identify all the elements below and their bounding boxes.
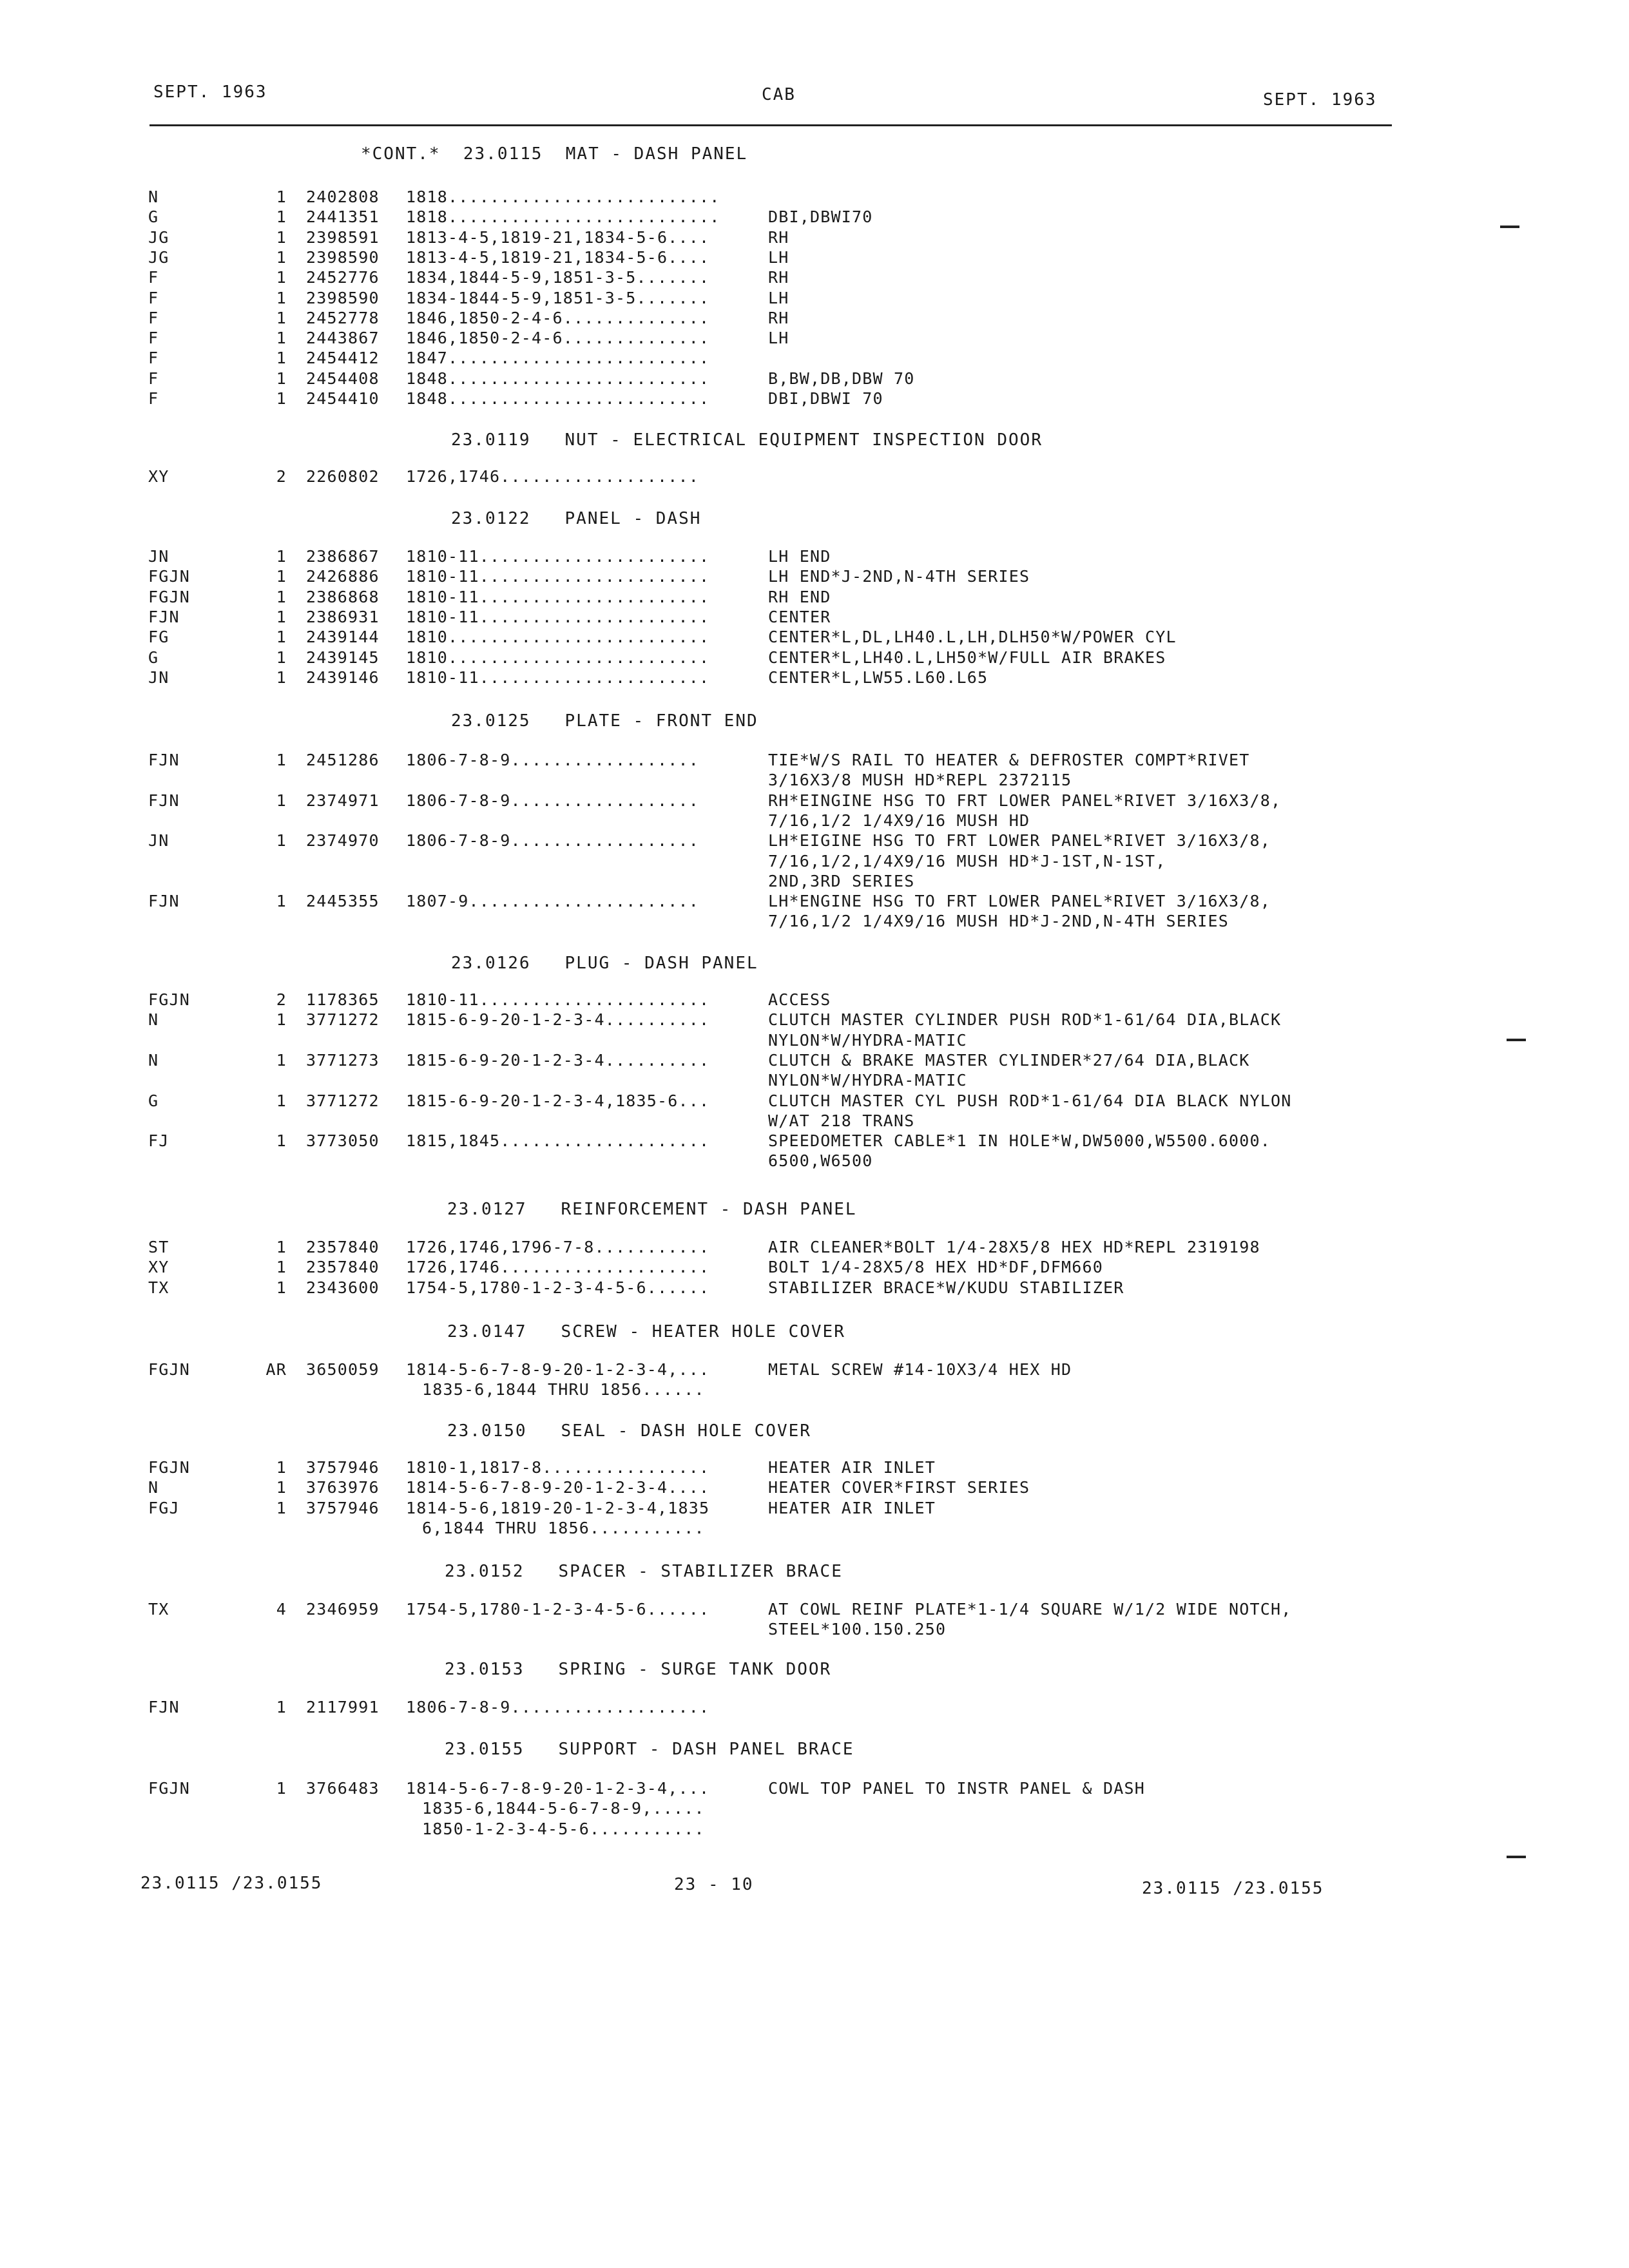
model-code: F	[148, 268, 159, 287]
model-code: JN	[148, 668, 169, 687]
serial-range: 1814-5-6,1819-20-1-2-3-4,1835	[406, 1498, 710, 1517]
serial-range: 1813-4-5,1819-21,1834-5-6....	[406, 227, 710, 247]
footer-range-left: 23.0115 /23.0155	[140, 1874, 323, 1893]
model-code: F	[148, 308, 159, 327]
serial-range: 1813-4-5,1819-21,1834-5-6....	[406, 247, 710, 267]
part-description: LH END*J-2ND,N-4TH SERIES	[768, 567, 1030, 586]
serial-range: 1810-11......................	[406, 567, 710, 586]
part-number: 2443867	[306, 329, 380, 348]
part-number: 3771272	[306, 1010, 380, 1030]
model-code: JG	[148, 247, 169, 267]
serial-range: 1726,1746....................	[406, 1258, 710, 1277]
part-description: DBI,DBWI70	[768, 207, 873, 227]
serial-range: 1726,1746...................	[406, 467, 700, 486]
part-description: LH*ENGINE HSG TO FRT LOWER PANEL*RIVET 3/16X3/8,	[768, 892, 1271, 911]
serial-range: 1835-6,1844-5-6-7-8-9,.....	[422, 1799, 705, 1818]
header-section-title: CAB	[762, 85, 796, 104]
part-number: 1178365	[306, 990, 380, 1009]
part-description: LH END	[768, 547, 831, 566]
part-number: 3766483	[306, 1779, 380, 1798]
model-code: JN	[148, 831, 169, 850]
part-number: 3763976	[306, 1478, 380, 1497]
quantity: 1	[276, 587, 287, 606]
part-number: 2357840	[306, 1258, 380, 1277]
quantity: 1	[276, 1050, 287, 1070]
section-heading: 23.0119 NUT - ELECTRICAL EQUIPMENT INSPECTION DOOR	[451, 430, 1043, 450]
part-description: CENTER*L,LW55.L60.L65	[768, 668, 988, 687]
serial-range: 1815-6-9-20-1-2-3-4..........	[406, 1050, 710, 1070]
serial-range: 1848.........................	[406, 369, 710, 388]
part-description: CENTER	[768, 607, 831, 626]
part-number: 2452778	[306, 308, 380, 327]
part-description: AT COWL REINF PLATE*1-1/4 SQUARE W/1/2 WIDE NOTCH,	[768, 1600, 1292, 1619]
quantity: 1	[276, 1498, 287, 1517]
part-number: 2260802	[306, 467, 380, 486]
section-heading: 23.0125 PLATE - FRONT END	[451, 711, 758, 731]
part-number: 3771272	[306, 1091, 380, 1110]
header-rule	[149, 124, 1392, 126]
model-code: G	[148, 648, 159, 667]
part-number: 2343600	[306, 1278, 380, 1297]
section-heading: 23.0150 SEAL - DASH HOLE COVER	[447, 1421, 811, 1441]
part-number: 2454410	[306, 389, 380, 408]
part-description: 7/16,1/2 1/4X9/16 MUSH HD	[768, 811, 1030, 830]
model-code: TX	[148, 1600, 169, 1619]
part-number: 2426886	[306, 567, 380, 586]
part-number: 3771273	[306, 1050, 380, 1070]
serial-range: 1848.........................	[406, 389, 710, 408]
model-code: N	[148, 1050, 159, 1070]
quantity: AR	[265, 1360, 287, 1379]
serial-range: 1850-1-2-3-4-5-6...........	[422, 1819, 705, 1838]
model-code: FGJN	[148, 1458, 191, 1477]
part-description: COWL TOP PANEL TO INSTR PANEL & DASH	[768, 1779, 1146, 1798]
quantity: 1	[276, 668, 287, 687]
quantity: 1	[276, 389, 287, 408]
footer-range-right: 23.0115 /23.0155	[1142, 1879, 1324, 1898]
part-number: 3757946	[306, 1498, 380, 1517]
part-description: 3/16X3/8 MUSH HD*REPL 2372115	[768, 771, 1072, 790]
part-description: AIR CLEANER*BOLT 1/4-28X5/8 HEX HD*REPL 2319198	[768, 1238, 1260, 1256]
footer-page-number: 23 - 10	[674, 1875, 754, 1894]
part-description: CENTER*L,LH40.L,LH50*W/FULL AIR BRAKES	[768, 648, 1166, 667]
part-description: W/AT 218 TRANS	[768, 1111, 915, 1130]
quantity: 1	[276, 1698, 287, 1716]
model-code: FJ	[148, 1131, 169, 1151]
part-description: NYLON*W/HYDRA-MATIC	[768, 1071, 967, 1090]
serial-range: 1810-11......................	[406, 990, 710, 1009]
part-description: LH*EIGINE HSG TO FRT LOWER PANEL*RIVET 3/16X3/8,	[768, 831, 1271, 850]
model-code: FJN	[148, 751, 180, 769]
margin-mark	[1507, 1856, 1526, 1858]
model-code: ST	[148, 1238, 169, 1256]
quantity: 2	[276, 467, 287, 486]
part-number: 2451286	[306, 751, 380, 769]
section-heading: 23.0155 SUPPORT - DASH PANEL BRACE	[445, 1740, 854, 1759]
quantity: 1	[276, 1238, 287, 1256]
part-number: 2454408	[306, 369, 380, 388]
model-code: FGJ	[148, 1498, 180, 1517]
quantity: 1	[276, 349, 287, 368]
part-description: 6500,W6500	[768, 1151, 873, 1171]
part-number: 3650059	[306, 1360, 380, 1379]
model-code: FJN	[148, 1698, 180, 1716]
quantity: 1	[276, 308, 287, 327]
part-description: METAL SCREW #14-10X3/4 HEX HD	[768, 1360, 1072, 1379]
model-code: FGJN	[148, 1360, 191, 1379]
serial-range: 1834-1844-5-9,1851-3-5.......	[406, 288, 710, 307]
part-description: B,BW,DB,DBW 70	[768, 369, 915, 388]
part-number: 2374970	[306, 831, 380, 850]
quantity: 1	[276, 288, 287, 307]
serial-range: 1846,1850-2-4-6..............	[406, 329, 710, 348]
part-number: 2439145	[306, 648, 380, 667]
model-code: TX	[148, 1278, 169, 1297]
serial-range: 1810-11......................	[406, 668, 710, 687]
quantity: 1	[276, 1010, 287, 1030]
quantity: 1	[276, 892, 287, 911]
serial-range: 1810.........................	[406, 628, 710, 647]
part-description: LH	[768, 329, 789, 348]
part-description: CENTER*L,DL,LH40.L,LH,DLH50*W/POWER CYL	[768, 628, 1177, 647]
part-number: 3773050	[306, 1131, 380, 1151]
serial-range: 1847.........................	[406, 349, 710, 368]
model-code: F	[148, 329, 159, 348]
model-code: FJN	[148, 892, 180, 911]
serial-range: 1810.........................	[406, 648, 710, 667]
part-description: LH	[768, 247, 789, 267]
section-heading: 23.0147 SCREW - HEATER HOLE COVER	[447, 1322, 845, 1341]
quantity: 1	[276, 791, 287, 810]
serial-range: 1806-7-8-9..................	[406, 791, 700, 810]
model-code: JN	[148, 547, 169, 566]
part-number: 2386868	[306, 587, 380, 606]
serial-range: 1810-11......................	[406, 547, 710, 566]
part-description: RH	[768, 268, 789, 287]
header-date-left: SEPT. 1963	[153, 82, 267, 102]
part-number: 2398590	[306, 288, 380, 307]
quantity: 4	[276, 1600, 287, 1619]
serial-range: 1806-7-8-9..................	[406, 831, 700, 850]
part-number: 2386867	[306, 547, 380, 566]
serial-range: 1815,1845....................	[406, 1131, 710, 1151]
quantity: 1	[276, 268, 287, 287]
part-number: 2398590	[306, 247, 380, 267]
part-number: 2445355	[306, 892, 380, 911]
section-heading: 23.0152 SPACER - STABILIZER BRACE	[445, 1562, 843, 1581]
model-code: N	[148, 1010, 159, 1030]
serial-range: 1754-5,1780-1-2-3-4-5-6......	[406, 1600, 710, 1619]
model-code: XY	[148, 1258, 169, 1277]
part-description: SPEEDOMETER CABLE*1 IN HOLE*W,DW5000,W5500.6000.	[768, 1131, 1271, 1151]
part-description: DBI,DBWI 70	[768, 389, 883, 408]
serial-range: 1806-7-8-9..................	[406, 751, 700, 769]
section-heading: 23.0122 PANEL - DASH	[451, 509, 702, 528]
section-heading: *CONT.* 23.0115 MAT - DASH PANEL	[361, 144, 748, 164]
part-description: ACCESS	[768, 990, 831, 1009]
quantity: 1	[276, 567, 287, 586]
model-code: FGJN	[148, 567, 191, 586]
model-code: FJN	[148, 791, 180, 810]
quantity: 1	[276, 628, 287, 647]
serial-range: 1754-5,1780-1-2-3-4-5-6......	[406, 1278, 710, 1297]
serial-range: 1814-5-6-7-8-9-20-1-2-3-4....	[406, 1478, 710, 1497]
part-description: HEATER COVER*FIRST SERIES	[768, 1478, 1030, 1497]
part-description: CLUTCH MASTER CYL PUSH ROD*1-61/64 DIA BLACK NYLON	[768, 1091, 1292, 1110]
model-code: N	[148, 187, 159, 206]
header-date-right: SEPT. 1963	[1263, 90, 1377, 110]
quantity: 1	[276, 1458, 287, 1477]
model-code: XY	[148, 467, 169, 486]
serial-range: 1834,1844-5-9,1851-3-5.......	[406, 268, 710, 287]
model-code: FGJN	[148, 587, 191, 606]
part-description: STEEL*100.150.250	[768, 1620, 947, 1639]
quantity: 1	[276, 369, 287, 388]
margin-mark	[1500, 226, 1519, 228]
serial-range: 1814-5-6-7-8-9-20-1-2-3-4,...	[406, 1779, 710, 1798]
serial-range: 1810-11......................	[406, 607, 710, 626]
part-number: 2374971	[306, 791, 380, 810]
quantity: 2	[276, 990, 287, 1009]
part-number: 2439146	[306, 668, 380, 687]
serial-range: 1815-6-9-20-1-2-3-4,1835-6...	[406, 1091, 710, 1110]
serial-range: 6,1844 THRU 1856...........	[422, 1518, 705, 1537]
part-number: 2441351	[306, 207, 380, 227]
quantity: 1	[276, 1131, 287, 1151]
serial-range: 1810-11......................	[406, 587, 710, 606]
part-description: HEATER AIR INLET	[768, 1458, 936, 1477]
serial-range: 1806-7-8-9...................	[406, 1698, 710, 1716]
part-number: 2386931	[306, 607, 380, 626]
model-code: F	[148, 369, 159, 388]
model-code: FGJN	[148, 990, 191, 1009]
quantity: 1	[276, 648, 287, 667]
serial-range: 1807-9......................	[406, 892, 700, 911]
part-number: 2357840	[306, 1238, 380, 1256]
quantity: 1	[276, 1278, 287, 1297]
part-number: 3757946	[306, 1458, 380, 1477]
serial-range: 1726,1746,1796-7-8...........	[406, 1238, 710, 1256]
margin-mark	[1507, 1039, 1526, 1041]
quantity: 1	[276, 1258, 287, 1277]
part-description: 7/16,1/2 1/4X9/16 MUSH HD*J-2ND,N-4TH SERIES	[768, 912, 1229, 931]
model-code: JG	[148, 227, 169, 247]
serial-range: 1818..........................	[406, 187, 720, 206]
section-heading: 23.0127 REINFORCEMENT - DASH PANEL	[447, 1200, 857, 1219]
model-code: N	[148, 1478, 159, 1497]
serial-range: 1815-6-9-20-1-2-3-4..........	[406, 1010, 710, 1030]
quantity: 1	[276, 227, 287, 247]
quantity: 1	[276, 1091, 287, 1110]
part-number: 2439144	[306, 628, 380, 647]
serial-range: 1835-6,1844 THRU 1856......	[422, 1380, 705, 1399]
quantity: 1	[276, 1779, 287, 1798]
quantity: 1	[276, 1478, 287, 1497]
part-number: 2398591	[306, 227, 380, 247]
serial-range: 1810-1,1817-8................	[406, 1458, 710, 1477]
part-number: 2402808	[306, 187, 380, 206]
part-description: TIE*W/S RAIL TO HEATER & DEFROSTER COMPT*RIVET	[768, 751, 1250, 769]
part-description: RH	[768, 308, 789, 327]
serial-range: 1846,1850-2-4-6..............	[406, 308, 710, 327]
part-number: 2117991	[306, 1698, 380, 1716]
model-code: G	[148, 207, 159, 227]
model-code: FJN	[148, 607, 180, 626]
quantity: 1	[276, 831, 287, 850]
part-description: STABILIZER BRACE*W/KUDU STABILIZER	[768, 1278, 1124, 1297]
part-description: RH*EINGINE HSG TO FRT LOWER PANEL*RIVET 3/16X3/8,	[768, 791, 1282, 810]
quantity: 1	[276, 547, 287, 566]
quantity: 1	[276, 329, 287, 348]
part-description: HEATER AIR INLET	[768, 1498, 936, 1517]
part-description: 2ND,3RD SERIES	[768, 871, 915, 890]
part-number: 2454412	[306, 349, 380, 368]
model-code: FG	[148, 628, 169, 647]
quantity: 1	[276, 247, 287, 267]
part-description: RH END	[768, 587, 831, 606]
model-code: F	[148, 389, 159, 408]
section-heading: 23.0126 PLUG - DASH PANEL	[451, 954, 758, 973]
model-code: G	[148, 1091, 159, 1110]
quantity: 1	[276, 607, 287, 626]
quantity: 1	[276, 187, 287, 206]
serial-range: 1818..........................	[406, 207, 720, 227]
quantity: 1	[276, 751, 287, 769]
serial-range: 1814-5-6-7-8-9-20-1-2-3-4,...	[406, 1360, 710, 1379]
part-number: 2452776	[306, 268, 380, 287]
part-description: CLUTCH MASTER CYLINDER PUSH ROD*1-61/64 DIA,BLACK	[768, 1010, 1282, 1030]
part-description: CLUTCH & BRAKE MASTER CYLINDER*27/64 DIA,BLACK	[768, 1050, 1250, 1070]
model-code: F	[148, 349, 159, 368]
part-description: RH	[768, 227, 789, 247]
part-description: BOLT 1/4-28X5/8 HEX HD*DF,DFM660	[768, 1258, 1104, 1277]
quantity: 1	[276, 207, 287, 227]
part-description: NYLON*W/HYDRA-MATIC	[768, 1030, 967, 1050]
part-description: 7/16,1/2,1/4X9/16 MUSH HD*J-1ST,N-1ST,	[768, 851, 1166, 870]
model-code: FGJN	[148, 1779, 191, 1798]
part-number: 2346959	[306, 1600, 380, 1619]
model-code: F	[148, 288, 159, 307]
part-description: LH	[768, 288, 789, 307]
section-heading: 23.0153 SPRING - SURGE TANK DOOR	[445, 1660, 832, 1679]
